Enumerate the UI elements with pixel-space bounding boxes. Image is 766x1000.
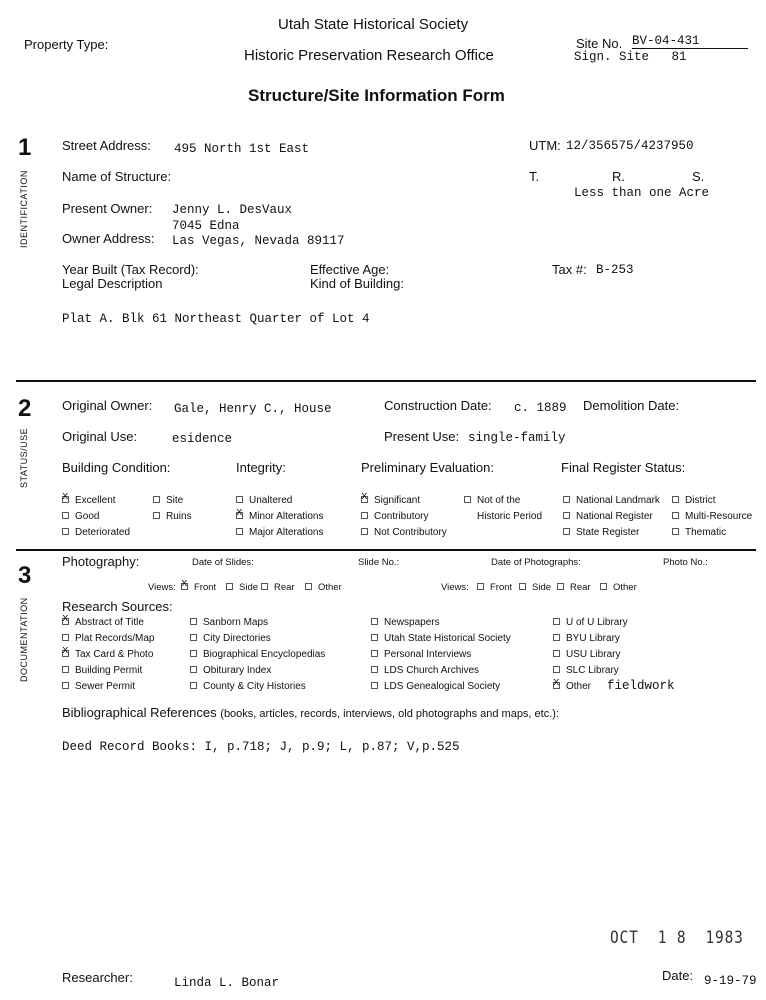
historic-period-option[interactable] (464, 495, 520, 506)
view-front-label: Front (490, 582, 513, 593)
biblio-note: (books, articles, records, interviews, old photographs and maps, etc.): (220, 708, 559, 720)
utah-state-historical-society-label: Utah State Historical Society (384, 633, 511, 644)
view-other[interactable] (305, 582, 342, 593)
historic-period-label-2: Historic Period (477, 511, 543, 522)
date-label: Date: (662, 968, 694, 983)
state-register-label: State Register (576, 527, 640, 538)
section-2-side-label: STATUS/USE (19, 427, 29, 488)
option-lds-genealogical-society[interactable] (371, 681, 500, 692)
demolition-date-label: Demolition Date: (583, 398, 680, 413)
newspapers-checkbox[interactable] (371, 618, 378, 625)
usu-library-label: USU Library (566, 649, 621, 660)
date-value: 9-19-79 (704, 974, 757, 988)
minor-alterations-label: Minor Alterations (249, 511, 324, 522)
national-register-checkbox[interactable] (563, 512, 570, 519)
biblio-label: Bibliographical References (62, 705, 217, 720)
option-building-permit[interactable] (62, 665, 142, 676)
national-landmark-label: National Landmark (576, 495, 660, 506)
national-register-label: National Register (576, 511, 653, 522)
option-newspapers[interactable] (371, 617, 440, 628)
thematic-checkbox[interactable] (672, 528, 679, 535)
office-name: Historic Preservation Research Office (244, 47, 494, 64)
lds-church-archives-checkbox[interactable] (371, 666, 378, 673)
ruins-label: Ruins (166, 511, 192, 522)
option-state-register[interactable] (563, 527, 639, 538)
option-county-city-histories[interactable] (190, 681, 306, 692)
multi-resource-label: Multi-Resource (685, 511, 753, 522)
photography-label: Photography: (62, 554, 140, 569)
option-multi-resource[interactable] (672, 511, 752, 522)
view-other-checkbox[interactable] (600, 583, 607, 590)
deteriorated-checkbox[interactable] (62, 528, 69, 535)
option-good[interactable] (62, 511, 99, 522)
present-use-label: Present Use: (384, 429, 460, 444)
lds-church-archives-label: LDS Church Archives (384, 665, 480, 676)
received-date-stamp: OCT 1 8 1983 (610, 928, 744, 948)
option-minor-alterations[interactable] (236, 511, 323, 522)
utah-state-historical-society-checkbox[interactable] (371, 634, 378, 641)
good-checkbox[interactable] (62, 512, 69, 519)
other-label: Other (566, 681, 592, 692)
lds-genealogical-society-label: LDS Genealogical Society (384, 681, 501, 692)
option-significant[interactable] (361, 495, 420, 506)
view-side-checkbox[interactable] (226, 583, 233, 590)
tax-number-value: B-253 (596, 263, 634, 277)
option-sanborn-maps[interactable] (190, 617, 268, 628)
county-city-histories-checkbox[interactable] (190, 682, 197, 689)
tax-card-photo-label: Tax Card & Photo (75, 649, 154, 660)
preliminary-evaluation-label: Preliminary Evaluation: (361, 460, 494, 475)
site-no-value: BV-04-431 (632, 34, 748, 49)
tax-card-photo-checkbox[interactable] (62, 650, 69, 657)
obiturary-index-checkbox[interactable] (190, 666, 197, 673)
view-rear[interactable] (557, 582, 591, 593)
view-other-label: Other (318, 582, 342, 593)
district-label: District (685, 495, 716, 506)
view-rear-checkbox[interactable] (261, 583, 268, 590)
utm-label: UTM: (529, 138, 561, 153)
not-contributory-checkbox[interactable] (361, 528, 368, 535)
building-permit-checkbox[interactable] (62, 666, 69, 673)
views-slides-label: Views: (148, 582, 176, 593)
plat-records-map-checkbox[interactable] (62, 634, 69, 641)
thematic-label: Thematic (685, 527, 727, 538)
date-of-slides-label: Date of Slides: (192, 557, 254, 568)
view-other[interactable] (600, 582, 637, 593)
bibliographical-references-label (62, 705, 559, 720)
legal-description-label: Legal Description (62, 276, 163, 291)
year-built-label: Year Built (Tax Record): (62, 262, 199, 277)
newspapers-label: Newspapers (384, 617, 440, 628)
original-use-label: Original Use: (62, 429, 138, 444)
major-alterations-label: Major Alterations (249, 527, 324, 538)
option-national-register[interactable] (563, 511, 653, 522)
national-landmark-checkbox[interactable] (563, 496, 570, 503)
personal-interviews-label: Personal Interviews (384, 649, 472, 660)
researcher-label: Researcher: (62, 970, 133, 985)
option-abstract-of-title[interactable] (62, 617, 144, 628)
street-address-label: Street Address: (62, 138, 151, 153)
view-front[interactable] (181, 582, 216, 593)
lds-genealogical-society-checkbox[interactable] (371, 682, 378, 689)
building-permit-label: Building Permit (75, 665, 143, 676)
biographical-encyclopedias-label: Biographical Encyclopedias (203, 649, 326, 660)
option-ruins[interactable] (153, 511, 192, 522)
excellent-checkbox[interactable] (62, 496, 69, 503)
view-side-checkbox[interactable] (519, 583, 526, 590)
option-byu-library[interactable] (553, 633, 620, 644)
tax-number-label: Tax #: (552, 262, 587, 277)
view-rear-label: Rear (570, 582, 591, 593)
view-side[interactable] (226, 582, 258, 593)
biographical-encyclopedias-checkbox[interactable] (190, 650, 197, 657)
research-sources-label: Research Sources: (62, 599, 173, 614)
option-sewer-permit[interactable] (62, 681, 135, 692)
owner-address-label: Owner Address: (62, 231, 155, 246)
date-of-photographs-label: Date of Photographs: (491, 557, 581, 568)
construction-date-label: Construction Date: (384, 398, 492, 413)
option-biographical-encyclopedias[interactable] (190, 649, 325, 660)
option-other[interactable] (553, 681, 591, 692)
section-number-1: 1 (18, 134, 32, 161)
bibliographical-references-value: Deed Record Books: I, p.718; J, p.9; L, p.87; V,p.525 (62, 740, 460, 754)
multi-resource-checkbox[interactable] (672, 512, 679, 519)
option-obiturary-index[interactable] (190, 665, 271, 676)
township-label: T. (529, 169, 540, 184)
historic-period-label: Not of the (477, 495, 521, 506)
option-unaltered[interactable] (236, 495, 292, 506)
option-slc-library[interactable] (553, 665, 619, 676)
u-of-u-library-label: U of U Library (566, 617, 628, 628)
view-side-label: Side (239, 582, 259, 593)
option-site[interactable] (153, 495, 183, 506)
building-condition-label: Building Condition: (62, 460, 171, 475)
section-divider-1 (16, 380, 756, 382)
range-label: R. (612, 169, 625, 184)
byu-library-checkbox[interactable] (553, 634, 560, 641)
view-rear-label: Rear (274, 582, 295, 593)
byu-library-label: BYU Library (566, 633, 620, 644)
option-thematic[interactable] (672, 527, 726, 538)
slide-no-label: Slide No.: (358, 557, 400, 568)
deteriorated-label: Deteriorated (75, 527, 131, 538)
section-number-3: 3 (18, 562, 32, 589)
section-label: S. (692, 169, 705, 184)
photo-no-label: Photo No.: (663, 557, 708, 568)
street-address-value: 495 North 1st East (174, 142, 310, 156)
option-excellent[interactable] (62, 495, 116, 506)
option-deteriorated[interactable] (62, 527, 130, 538)
abstract-of-title-label: Abstract of Title (75, 617, 144, 628)
original-owner-value: Gale, Henry C., House (174, 402, 332, 416)
option-not-contributory[interactable] (361, 527, 447, 538)
view-other-checkbox[interactable] (305, 583, 312, 590)
plat-records-map-label: Plat Records/Map (75, 633, 155, 644)
not-contributory-label: Not Contributory (374, 527, 447, 538)
legal-description-value: Plat A. Blk 61 Northeast Quarter of Lot 4 (62, 312, 370, 326)
acreage-value: Less than one Acre (574, 186, 710, 200)
historic-period-checkbox[interactable] (464, 496, 471, 503)
sign-site: Sign. Site 81 (574, 50, 687, 64)
ruins-checkbox[interactable] (153, 512, 160, 519)
site-label: Site (166, 495, 184, 506)
sanborn-maps-label: Sanborn Maps (203, 617, 269, 628)
county-city-histories-label: County & City Histories (203, 681, 306, 692)
view-front-checkbox[interactable] (181, 583, 188, 590)
slc-library-checkbox[interactable] (553, 666, 560, 673)
present-owner-value: Jenny L. DesVaux (172, 203, 293, 217)
view-rear-checkbox[interactable] (557, 583, 564, 590)
state-register-checkbox[interactable] (563, 528, 570, 535)
other-checkbox[interactable] (553, 682, 560, 689)
excellent-label: Excellent (75, 495, 116, 506)
option-district[interactable] (672, 495, 716, 506)
option-personal-interviews[interactable] (371, 649, 471, 660)
significant-checkbox[interactable] (361, 496, 368, 503)
option-national-landmark[interactable] (563, 495, 660, 506)
views-photos-label: Views: (441, 582, 469, 593)
contributory-label: Contributory (374, 511, 429, 522)
section-number-2: 2 (18, 395, 32, 422)
sewer-permit-checkbox[interactable] (62, 682, 69, 689)
usu-library-checkbox[interactable] (553, 650, 560, 657)
unaltered-checkbox[interactable] (236, 496, 243, 503)
personal-interviews-checkbox[interactable] (371, 650, 378, 657)
view-side[interactable] (519, 582, 551, 593)
sewer-permit-label: Sewer Permit (75, 681, 136, 692)
owner-address-line2: Las Vegas, Nevada 89117 (172, 234, 345, 248)
slc-library-label: SLC Library (566, 665, 619, 676)
option-tax-card-photo[interactable] (62, 649, 153, 660)
city-directories-checkbox[interactable] (190, 634, 197, 641)
good-label: Good (75, 511, 100, 522)
org-name: Utah State Historical Society (278, 16, 469, 33)
present-owner-label: Present Owner: (62, 201, 153, 216)
final-register-status-label: Final Register Status: (561, 460, 686, 475)
option-major-alterations[interactable] (236, 527, 323, 538)
present-use-value: single-family (468, 431, 566, 445)
construction-date-value: c. 1889 (514, 401, 567, 415)
researcher-value: Linda L. Bonar (174, 976, 280, 990)
option-plat-records-map[interactable] (62, 633, 154, 644)
section-3-side-label: DOCUMENTATION (19, 597, 29, 682)
u-of-u-library-checkbox[interactable] (553, 618, 560, 625)
city-directories-label: City Directories (203, 633, 271, 644)
option-utah-state-historical-society[interactable] (371, 633, 511, 644)
structure-name-label: Name of Structure: (62, 169, 172, 184)
option-lds-church-archives[interactable] (371, 665, 479, 676)
sanborn-maps-checkbox[interactable] (190, 618, 197, 625)
view-rear[interactable] (261, 582, 295, 593)
district-checkbox[interactable] (672, 496, 679, 503)
property-type-label: Property Type: (24, 37, 109, 52)
option-contributory[interactable] (361, 511, 428, 522)
abstract-of-title-checkbox[interactable] (62, 618, 69, 625)
major-alterations-checkbox[interactable] (236, 528, 243, 535)
kind-of-building-label: Kind of Building: (310, 276, 404, 291)
minor-alterations-checkbox[interactable] (236, 512, 243, 519)
significant-label: Significant (374, 495, 421, 506)
effective-age-label: Effective Age: (310, 262, 390, 277)
other-source-value: fieldwork (607, 679, 675, 693)
site-checkbox[interactable] (153, 496, 160, 503)
owner-address-line1: 7045 Edna (172, 219, 240, 233)
view-side-label: Side (532, 582, 552, 593)
form-title: Structure/Site Information Form (248, 86, 505, 105)
obiturary-index-label: Obiturary Index (203, 665, 272, 676)
integrity-label: Integrity: (236, 460, 286, 475)
site-no-label: Site No. (576, 36, 623, 51)
view-front[interactable] (477, 582, 512, 593)
section-1-side-label: IDENTIFICATION (19, 170, 29, 248)
unaltered-label: Unaltered (249, 495, 293, 506)
original-owner-label: Original Owner: (62, 398, 153, 413)
view-front-label: Front (194, 582, 217, 593)
option-u-of-u-library[interactable] (553, 617, 628, 628)
utm-value: 12/356575/4237950 (566, 139, 694, 153)
original-use-value: esidence (172, 432, 233, 446)
view-other-label: Other (613, 582, 637, 593)
view-front-checkbox[interactable] (477, 583, 484, 590)
option-city-directories[interactable] (190, 633, 271, 644)
section-divider-2 (16, 549, 756, 551)
option-usu-library[interactable] (553, 649, 620, 660)
contributory-checkbox[interactable] (361, 512, 368, 519)
